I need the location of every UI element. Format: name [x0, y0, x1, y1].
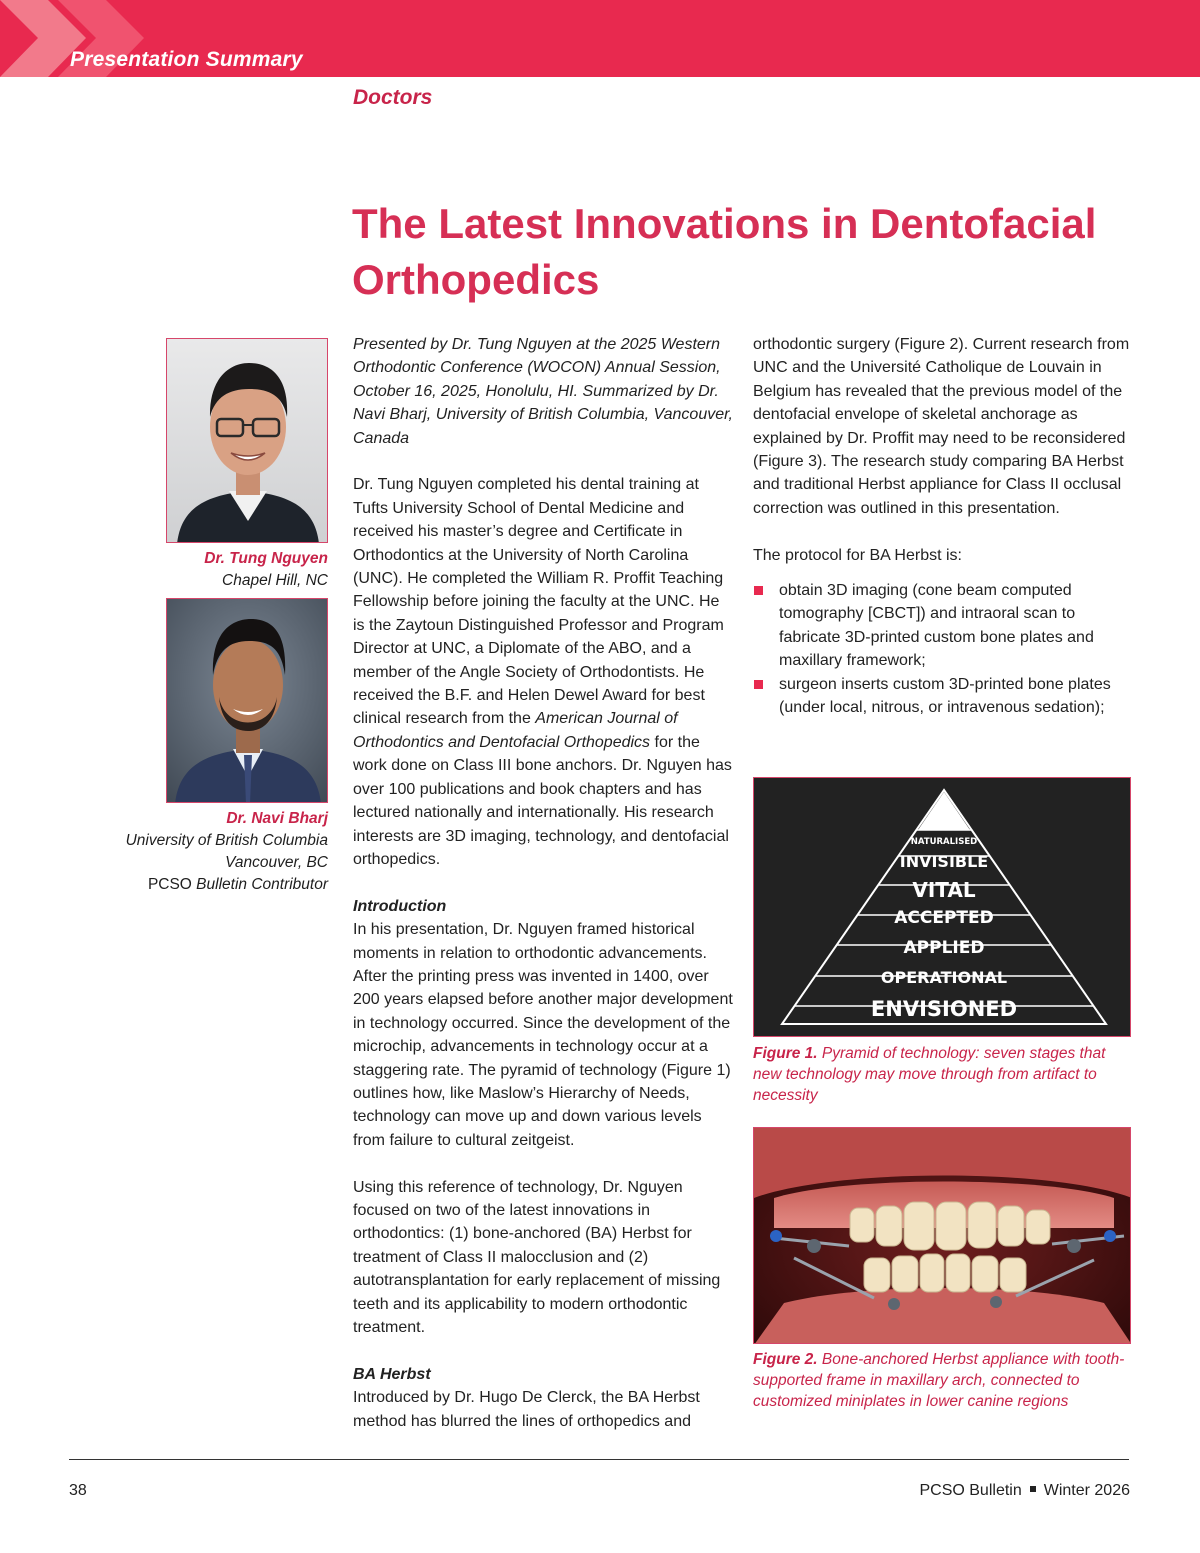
- caption-text: Bone-anchored Herbst appliance with tooth-supported frame in maxillary arch, connected to customized miniplates in lower canine regions: [753, 1351, 1125, 1410]
- ba-herbst-heading: BA Herbst: [353, 1365, 431, 1383]
- author-photo-nguyen: [166, 338, 328, 543]
- footer-divider: [69, 1459, 1129, 1460]
- pyramid-level-label: ACCEPTED: [894, 908, 994, 928]
- square-bullet-icon: [754, 680, 763, 689]
- figure-1-caption: [753, 1043, 1133, 1106]
- pyramid-level-label: ENVISIONED: [870, 997, 1018, 1021]
- publication-name: PCSO: [147, 876, 192, 893]
- article-column-2: [753, 333, 1133, 719]
- footer-publication: [919, 1482, 1130, 1500]
- author-location: Vancouver, BC: [225, 854, 328, 871]
- figure-2-caption: [753, 1349, 1133, 1412]
- caption-label: Figure 2.: [753, 1351, 818, 1368]
- pyramid-level-label: INVISIBLE: [899, 852, 989, 871]
- author-photo-bharj: [166, 598, 328, 803]
- list-item: [753, 579, 1133, 673]
- introduction-paragraph: In his presentation, Dr. Nguyen framed historical moments in relation to orthodontic advancements. After the printing press was invented in 1400, over 200 years elapsed before another major development in technology occurred. Since the development of the microchip, advancements in technology occur at a staggering rate. The pyramid of technology (Figure 1) outlines how, like Maslow’s Hierarchy of Needs, technology can move up and down various levels from failure to cultural zeitgeist.: [353, 921, 733, 1149]
- header-band-title: Presentation Summary: [70, 48, 303, 71]
- article-column-1: [353, 333, 733, 1433]
- protocol-intro: The protocol for BA Herbst is:: [753, 546, 962, 564]
- list-item-text: obtain 3D imaging (cone beam computed tomography [CBCT]) and intraoral scan to fabricate 3D-printed custom bone plates and maxillary framework;: [779, 582, 1094, 670]
- pyramid-level-label: OPERATIONAL: [880, 968, 1008, 987]
- speaker-bio: [353, 473, 733, 871]
- header-band: [0, 0, 1200, 77]
- caption-text: Pyramid of technology: seven stages that new technology may move through from artifact to necessity: [753, 1045, 1106, 1104]
- bio-text: Dr. Tung Nguyen completed his dental training at Tufts University School of Dental Medicine and received his master’s degree and Certificate in Orthodontics at the University of North Carolina (UNC). He completed the William R. Proffit Teaching Fellowship before joining the faculty at the UNC. He is the Zaytoun Distinguished Professor and Program Director at UNC, a Diplomate of the ABO, and a member of the Angle Society of Orthodontists. He received the B.F. and Helen Dewel Award for best clinical research from the: [353, 476, 724, 728]
- page-number: 38: [69, 1482, 87, 1499]
- bio-text: for the work done on Class III bone anchors. Dr. Nguyen has over 100 publications and book chapters and has lectured nationally and internationally. His research interests are 3D imaging, technology, and dentofacial orthopedics.: [353, 733, 732, 868]
- role-text: Bulletin Contributor: [191, 876, 328, 893]
- square-separator-icon: [1030, 1486, 1036, 1492]
- figure-2-intraoral-photo: [753, 1127, 1131, 1344]
- ba-herbst-paragraph: Introduced by Dr. Hugo De Clerck, the BA Herbst method has blurred the lines of orthopedics and: [353, 1389, 700, 1430]
- caption-label: Figure 1.: [753, 1045, 818, 1062]
- pyramid-level-label: VITAL: [912, 878, 976, 902]
- pyramid-level-label: APPLIED: [903, 938, 985, 958]
- protocol-list: [753, 579, 1133, 719]
- pyramid-level-label: NATURALISED: [910, 837, 978, 847]
- author-role: [126, 874, 328, 896]
- list-item: [753, 673, 1133, 720]
- article-title: The Latest Innovations in Dentofacial Orthopedics: [352, 200, 1097, 303]
- publication-name: PCSO Bulletin: [919, 1482, 1022, 1499]
- square-bullet-icon: [754, 586, 763, 595]
- author-location: Chapel Hill, NC: [222, 572, 328, 589]
- author-affiliation: University of British Columbia: [125, 832, 328, 849]
- continued-paragraph: orthodontic surgery (Figure 2). Current research from UNC and the Université Catholique de Louvain in Belgium has revealed that the previous model of the dentofacial envelope of skeletal anchorage as explained by Dr. Proffit may need to be reconsidered (Figure 3). The research study comparing BA Herbst and traditional Herbst appliance for Class II occlusal correction was outlined in this presentation.: [753, 336, 1130, 517]
- author-credit-nguyen: [204, 548, 328, 592]
- list-item-text: surgeon inserts custom 3D-printed bone plates (under local, nitrous, or intravenous sedation);: [779, 675, 1111, 717]
- focus-paragraph: Using this reference of technology, Dr. Nguyen focused on two of the latest innovations in orthodontics: (1) bone-anchored (BA) Herbst for treatment of Class II malocclusion and (2) autotransplantation for early replacement of missing teeth and its applicability to modern orthodontic treatment.: [353, 1178, 721, 1337]
- introduction-heading: Introduction: [353, 897, 447, 915]
- journal-title: American Journal of Orthodontics and Dentofacial Orthopedics: [353, 710, 678, 751]
- presented-by-note: Presented by Dr. Tung Nguyen at the 2025 Western Orthodontic Conference (WOCON) Annual Session, October 16, 2025, Honolulu, HI. Summarized by Dr. Navi Bharj, University of British Columbia, Vancouver, Canada: [353, 336, 733, 447]
- author-name: Dr. Navi Bharj: [226, 810, 328, 827]
- author-name: Dr. Tung Nguyen: [204, 550, 328, 567]
- figure-1-pyramid: [753, 777, 1131, 1037]
- author-credit-bharj: [126, 808, 328, 896]
- section-label: Doctors: [353, 86, 433, 109]
- issue-date: Winter 2026: [1043, 1482, 1130, 1499]
